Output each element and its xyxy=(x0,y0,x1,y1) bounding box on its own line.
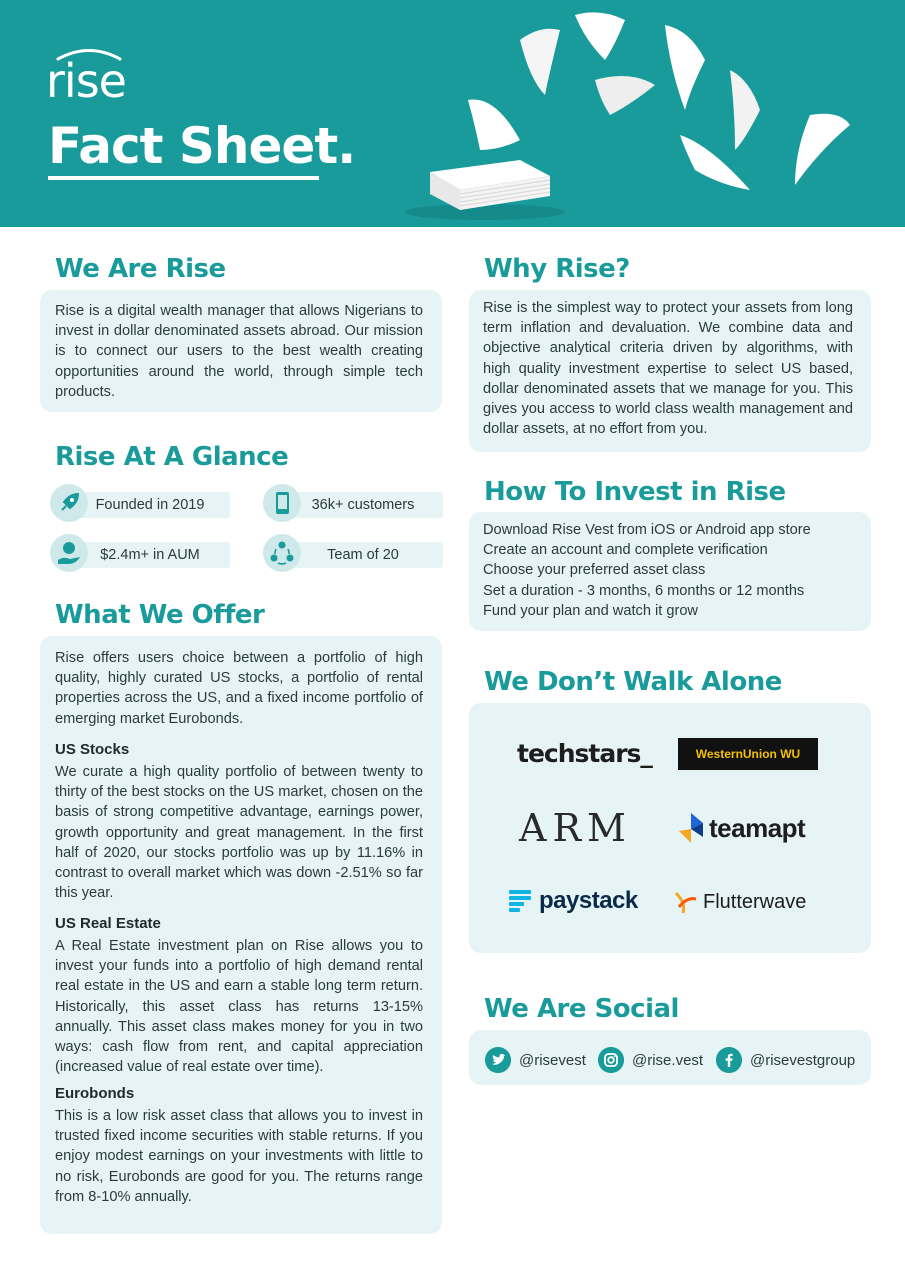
offer-panel xyxy=(40,636,442,1234)
how-to-panel xyxy=(469,512,871,631)
how-to-title: How To Invest in Rise xyxy=(484,477,786,507)
offer-heading-eurobonds: Eurobonds xyxy=(55,1085,135,1102)
offer-title: What We Offer xyxy=(55,600,265,630)
we-are-rise-panel xyxy=(40,290,442,412)
flying-papers-illustration xyxy=(400,0,905,227)
social-title: We Are Social xyxy=(484,994,679,1024)
social-twitter[interactable] xyxy=(485,1046,586,1074)
offer-intro: Rise offers users choice between a portfolio of high quality, highly curated US stocks, a portfolio of rental properties across the US, and a fixed income portfolio of emerging market Eurobonds. xyxy=(55,650,423,727)
teamapt-mark-icon xyxy=(677,811,705,845)
why-rise-panel xyxy=(469,290,871,452)
glance-founded-label: Founded in 2019 xyxy=(70,492,230,518)
facebook-icon xyxy=(716,1047,742,1073)
arm-logo xyxy=(519,806,637,850)
glance-aum xyxy=(50,534,230,578)
page-title: Fact Sheet. xyxy=(48,117,356,175)
glance-team-label: Team of 20 xyxy=(283,542,443,568)
partners-title: We Don’t Walk Alone xyxy=(484,667,782,697)
how-to-step: Create an account and complete verification xyxy=(483,542,768,559)
why-rise-title: Why Rise? xyxy=(484,254,630,284)
techstars-logo xyxy=(517,739,652,768)
header-banner xyxy=(0,0,905,227)
rise-logo xyxy=(46,46,136,106)
rocket-icon xyxy=(50,484,88,522)
paystack-logo xyxy=(509,887,638,915)
glance-title: Rise At A Glance xyxy=(55,442,289,472)
arm-logo-text: ARM xyxy=(519,806,632,850)
partners-panel xyxy=(469,703,871,953)
paystack-mark-icon xyxy=(509,889,533,913)
techstars-logo-text: techstars_ xyxy=(517,739,652,768)
social-instagram[interactable] xyxy=(598,1046,703,1074)
logo-text: rise xyxy=(46,54,126,108)
twitter-handle: @risevest xyxy=(519,1051,586,1069)
offer-body-real-estate: A Real Estate investment plan on Rise allows you to invest your funds into a portfolio of high demand rental real estate in the US and earn a stable long term return. Historically, this asset class has returns 13-15% annually. This asset class makes money for you in two ways: cash flow from rent, and capital appreciation (increased value of real estate over time). xyxy=(55,938,423,1076)
how-to-step: Choose your preferred asset class xyxy=(483,562,706,579)
glance-customers xyxy=(263,484,443,528)
teamapt-logo-text: teamapt xyxy=(709,812,806,843)
offer-heading-us-stocks: US Stocks xyxy=(55,741,130,758)
offer-body-us-stocks: We curate a high quality portfolio of between twenty to thirty of the best stocks on the US market, chosen on the basis of strong competitive advantage, earnings power, growth opportunity and great management. In the first half of 2020, our stocks portfolio was up by 11.16% in contrast to overall market which was down -2.51% so far this year. xyxy=(55,764,423,902)
team-icon xyxy=(263,534,301,572)
instagram-handle: @rise.vest xyxy=(632,1051,704,1069)
glance-aum-label: $2.4m+ in AUM xyxy=(70,542,230,568)
western-union-logo-text: WesternUnion WU xyxy=(695,747,801,761)
teamapt-logo xyxy=(677,811,805,845)
how-to-step: Fund your plan and watch it grow xyxy=(483,602,698,619)
flutterwave-logo xyxy=(673,889,806,915)
phone-icon xyxy=(263,484,301,522)
glance-founded xyxy=(50,484,230,528)
glance-customers-label: 36k+ customers xyxy=(283,492,443,518)
flutterwave-logo-text: Flutterwave xyxy=(703,890,807,913)
western-union-logo xyxy=(678,738,818,770)
how-to-steps xyxy=(483,520,863,621)
why-rise-text: Rise is the simplest way to protect your assets from long term inflation and devaluation. We combine data and objective analytical criteria driven by algorithms, with high quality investment expertise to select US based, dollar denominated assets that we manage for you. This gives you access to world class wealth management and dollar assets, at no effort from you. xyxy=(483,300,853,438)
we-are-rise-title: We Are Rise xyxy=(55,254,226,284)
offer-body-eurobonds: This is a low risk asset class that allows you to invest in trusted fixed income securities with stable returns. If you enjoy modest earnings on your investments with little to no risk, Eurobonds are good for you. The returns range from 8-10% annually. xyxy=(55,1108,423,1205)
social-facebook[interactable] xyxy=(716,1046,855,1074)
offer-heading-real-estate: US Real Estate xyxy=(55,915,161,932)
instagram-icon xyxy=(598,1047,624,1073)
money-hand-icon xyxy=(50,534,88,572)
facebook-handle: @risevestgroup xyxy=(750,1051,856,1069)
how-to-step: Set a duration - 3 months, 6 months or 12 months xyxy=(483,582,805,599)
glance-team xyxy=(263,534,443,578)
we-are-rise-text: Rise is a digital wealth manager that allows Nigerians to invest in dollar denominated assets abroad. Our mission is to connect our users to the best wealth creating opportunities around the world, through simple tech products. xyxy=(55,303,423,400)
title-underline xyxy=(48,176,319,180)
flutterwave-mark-icon xyxy=(673,889,699,915)
paystack-logo-text: paystack xyxy=(539,887,638,914)
how-to-step: Download Rise Vest from iOS or Android app store xyxy=(483,522,811,538)
twitter-icon xyxy=(485,1047,511,1073)
